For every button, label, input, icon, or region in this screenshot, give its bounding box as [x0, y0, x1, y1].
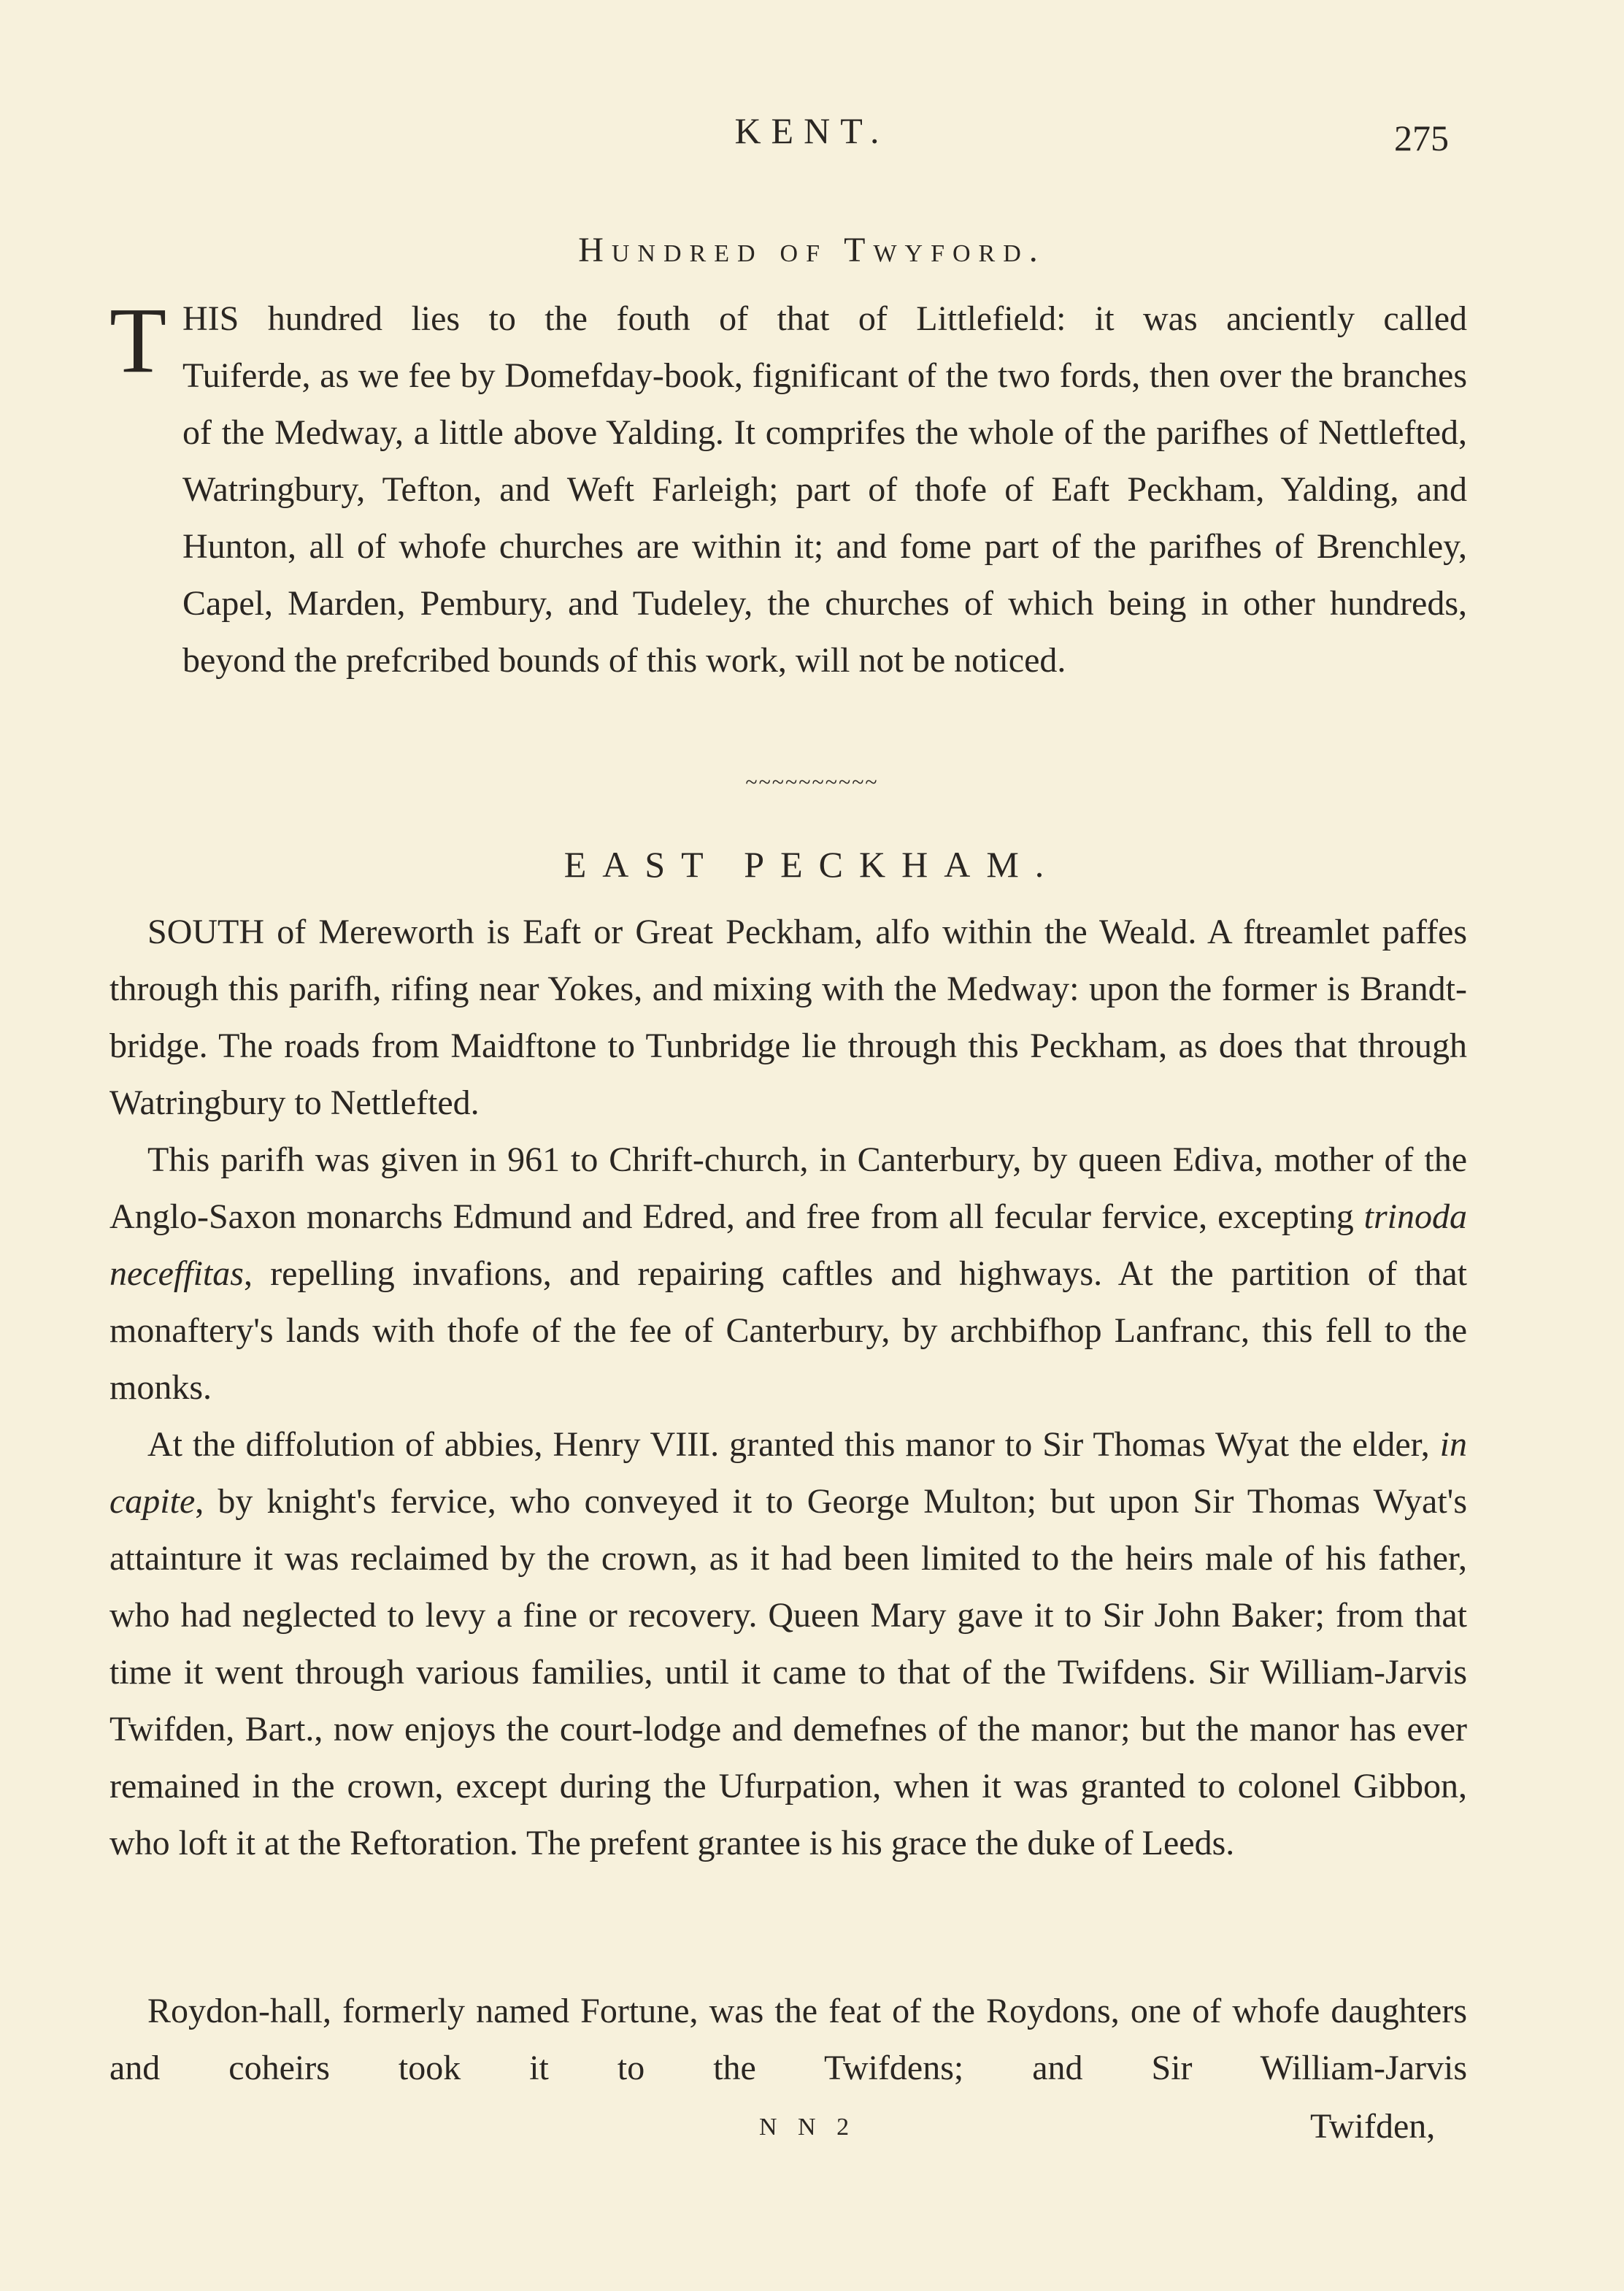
paragraph-3-text-cont: , by knight's fervice, who conveyed it to George Multon; but upon Sir Thomas Wyat's attainture it was reclaimed by the crown, as it had been limited to the heirs male of his father, who had neglected to levy a fine or recovery. Queen Mary gave it to Sir John Baker; from that time it went through various families, until it came to that of the Twifdens. Sir William-Jarvis Twifden, Bart., now enjoys the court-lodge and demefnes of the manor; but the manor has ever remained in the crown, except during the Ufurpation, when it was granted to colonel Gibbon, who loft it at the Reftoration. The prefent grantee is his grace the duke of Leeds.: [109, 1482, 1467, 1862]
paragraph-1-text: SOUTH of Mereworth is Eaft or Great Peckham, alfo within the Weald. A ftreamlet paffes through this parifh, rifing near Yokes, and mixing with the Medway: upon the former is Brandt-bridge. The roads from Maidftone to Tunbridge lie through this Peckham, as does that through Watringbury to Nettlefted.: [109, 913, 1467, 1122]
paragraph-3-italic: in capite: [109, 1425, 1467, 1521]
paragraph-4: [109, 1983, 1467, 2097]
intro-paragraph: [182, 348, 1467, 689]
intro-text: Tuiferde, as we fee by Domefday-book, fignificant of the two fords, then over the branches of the Medway, a little above Yalding. It comprifes the whole of the parifhes of Nettlefted, Watringbury, Tefton, and Weft Farleigh; part of thofe of Eaft Peckham, Yalding, and Hunton, all of whofe churches are within it; and fome part of the parifhes of Brenchley, Capel, Marden, Pembury, and Tudeley, the churches of which being in other hundreds, beyond the prefcribed bounds of this work, will not be noticed.: [182, 356, 1467, 680]
catchword: Twifden,: [1310, 2107, 1436, 2146]
section-title: Hundred of Twyford.: [578, 231, 1046, 269]
parish-title: EAST PECKHAM.: [563, 844, 1061, 885]
signature-mark: N N 2: [759, 2114, 857, 2141]
paragraph-1: [109, 904, 1467, 1132]
running-head: KENT.: [734, 110, 890, 151]
page-number: 275: [1394, 118, 1449, 158]
drop-cap: T: [109, 288, 167, 392]
paragraph-2: [109, 1132, 1467, 1416]
paragraph-3: [109, 1416, 1467, 1872]
paragraph-2-text-cont: , repelling invafions, and repairing caftles and highways. At the partition of that monaftery's lands with thofe of the fee of Canterbury, by archbifhop Lanfranc, this fell to the monks.: [109, 1254, 1467, 1407]
paragraph-2-text: This parifh was given in 961 to Chrift-church, in Canterbury, by queen Ediva, mother of the Anglo-Saxon monarchs Edmund and Edred, and free from all fecular fervice, excepting: [109, 1140, 1467, 1236]
paragraph-3-text: At the diffolution of abbies, Henry VIII. granted this manor to Sir Thomas Wyat the elder,: [147, 1425, 1440, 1464]
ornament-divider: ~~~~~~~~~~: [745, 770, 879, 794]
intro-first-line: HIS hundred lies to the fouth of that of Littlefield: it was anciently called: [182, 299, 1467, 338]
paragraph-2-italic: trinoda neceffitas: [109, 1197, 1467, 1293]
paragraph-4-text: Roydon-hall, formerly named Fortune, was the feat of the Roydons, one of whofe daughters and coheirs took it to the Twifdens; and Sir William-Jarvis: [109, 1992, 1467, 2087]
